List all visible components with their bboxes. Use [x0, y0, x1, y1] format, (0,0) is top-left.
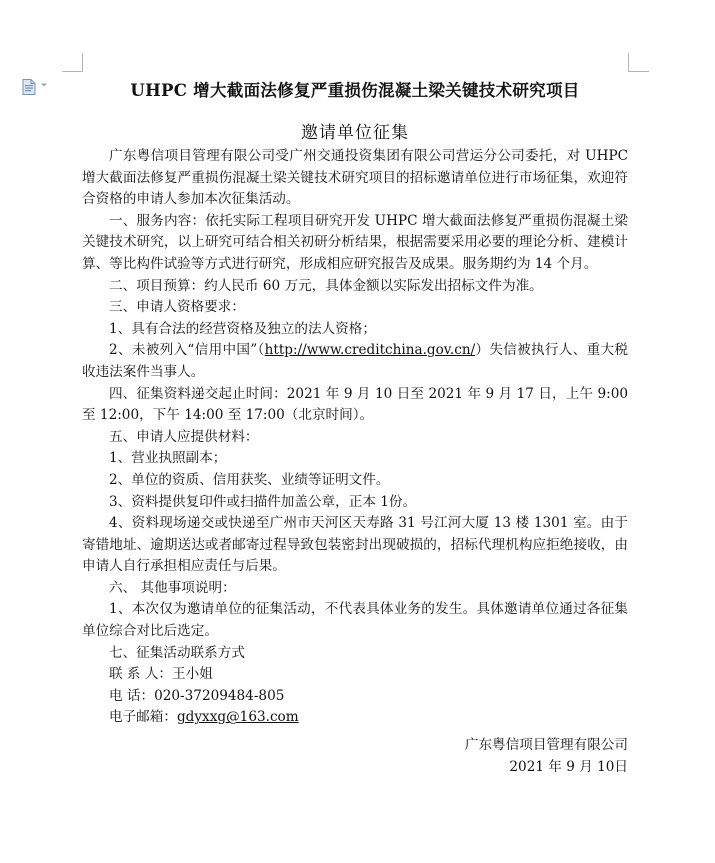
contact-email-line — [82, 707, 628, 729]
chevron-down-icon[interactable] — [41, 82, 47, 88]
signature-company: 广东粤信项目管理有限公司 — [464, 737, 628, 754]
section-5: 五、申请人应提供材料： — [109, 428, 259, 445]
contact-person: 联 系 人：王小姐 — [109, 666, 213, 683]
creditchina-link[interactable]: http://www.creditchina.gov.cn/ — [264, 342, 476, 359]
section-5-item-3: 3、资料提供复印件或扫描件加盖公章，正本 1份。 — [109, 493, 417, 510]
contact-email-link[interactable]: gdyxxg@163.com — [176, 709, 299, 726]
section-1: 一、服务内容：依托实际工程项目研究开发 UHPC 增大截面法修复严重损伤混凝土梁关键技术研究，以上研究可结合相关初研分析结果，根据需要采用必要的理论分析、建模计算、等比构件试验等方式进行研究，形成相应研究报告及成果。服务期约为 14 个月。 — [82, 212, 628, 272]
section-4: 四、征集资料递交起止时间：2021 年 9 月 10 日至 2021 年 9 月 17 日，上午 9:00 至 12:00，下午 14:00 至 17:00（北京时间）。 — [82, 385, 628, 424]
document-subtitle: 邀请单位征集 — [301, 123, 409, 143]
contact-phone: 电 话：020-37209484-805 — [109, 687, 285, 704]
section-3: 三、申请人资格要求： — [109, 299, 245, 316]
document-icon[interactable] — [22, 79, 36, 95]
section-7: 七、征集活动联系方式 — [109, 644, 245, 661]
section-5-item-4: 4、资料现场递交或快递至广州市天河区天寿路 31 号江河大厦 13 楼 1301 室。由于寄错地址、逾期送达或者邮寄过程导致包装密封出现破损的，招标代理机构应拒绝接收，由申请人自行承担相应责任与后果。 — [82, 515, 628, 575]
section-3-item-2 — [82, 340, 628, 383]
document-title: UHPC 增大截面法修复严重损伤混凝土梁关键技术研究项目 — [130, 81, 580, 100]
intro-paragraph: 广东粤信项目管理有限公司受广州交通投资集团有限公司营运分公司委托，对 UHPC 增大截面法修复严重损伤混凝土梁关键技术研究项目的招标邀请单位进行市场征集，欢迎符合资格的申请人参加本次征集活动。 — [82, 148, 628, 208]
section-5-item-1: 1、营业执照副本； — [109, 450, 227, 467]
section-3-item-2-text-a: 2、未被列入“信用中国”（ — [109, 342, 265, 359]
signature-date: 2021 年 9 月 10日 — [509, 758, 628, 775]
document-page — [82, 0, 628, 863]
section-6: 六、 其他事项说明： — [109, 579, 236, 596]
section-6-item-1: 1、本次仅为邀请单位的征集活动，不代表具体业务的发生。具体邀请单位通过各征集单位综合对比后选定。 — [82, 601, 628, 640]
section-3-item-1: 1、具有合法的经营资格及独立的法人资格； — [109, 320, 376, 337]
margin-mark-top-right — [628, 53, 649, 72]
section-3-item-2-text-b: ）失信被执行人、重大税收违法案件当事人。 — [82, 342, 629, 380]
contact-email-label: 电子邮箱： — [109, 709, 177, 726]
document-body — [82, 146, 628, 778]
section-5-item-2: 2、单位的资质、信用获奖、业绩等证明文件。 — [109, 471, 390, 488]
margin-mark-top-left — [62, 53, 83, 72]
section-2: 二、项目预算：约人民币 60 万元，具体金额以实际发出招标文件为准。 — [109, 277, 543, 294]
